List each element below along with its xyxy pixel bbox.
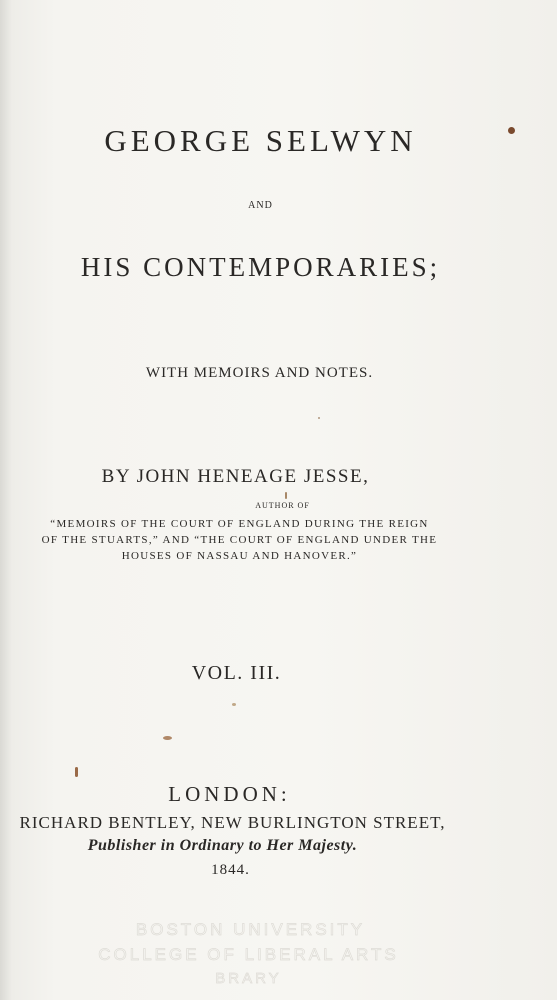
volume-label: VOL. III. bbox=[191, 662, 282, 684]
previous-works-line: “MEMOIRS OF THE COURT OF ENGLAND DURING THE REIGN bbox=[50, 518, 429, 530]
imprint-city: LONDON: bbox=[168, 782, 291, 806]
author-line: BY JOHN HENEAGE JESSE, bbox=[101, 466, 370, 487]
imprint-publisher-note: Publisher in Ordinary to Her Majesty. bbox=[87, 837, 358, 854]
foxing-spot bbox=[232, 703, 236, 706]
foxing-spot bbox=[75, 767, 78, 777]
library-stamp-line-1: BOSTON UNIVERSITY bbox=[135, 920, 366, 939]
imprint-publisher: RICHARD BENTLEY, NEW BURLINGTON STREET, bbox=[19, 813, 446, 832]
foxing-spot bbox=[318, 417, 320, 419]
previous-works-line: OF THE STUARTS,” AND “THE COURT OF ENGLAND UNDER THE bbox=[41, 534, 438, 546]
foxing-spot bbox=[285, 492, 287, 499]
foxing-spot bbox=[163, 736, 172, 740]
title-line-1: GEORGE SELWYN bbox=[104, 123, 417, 158]
foxing-spot bbox=[508, 127, 515, 134]
imprint-year: 1844. bbox=[211, 862, 250, 878]
library-stamp-line-3: BRARY bbox=[215, 970, 282, 987]
subtitle: WITH MEMOIRS AND NOTES. bbox=[145, 365, 374, 381]
previous-works bbox=[0, 516, 518, 564]
title-line-2: HIS CONTEMPORARIES; bbox=[80, 252, 441, 282]
library-stamp-line-2: COLLEGE OF LIBERAL ARTS bbox=[98, 945, 399, 964]
title-conjunction: AND bbox=[248, 200, 273, 211]
author-of-label: AUTHOR OF bbox=[255, 501, 310, 510]
previous-works-line: HOUSES OF NASSAU AND HANOVER.” bbox=[121, 550, 358, 562]
